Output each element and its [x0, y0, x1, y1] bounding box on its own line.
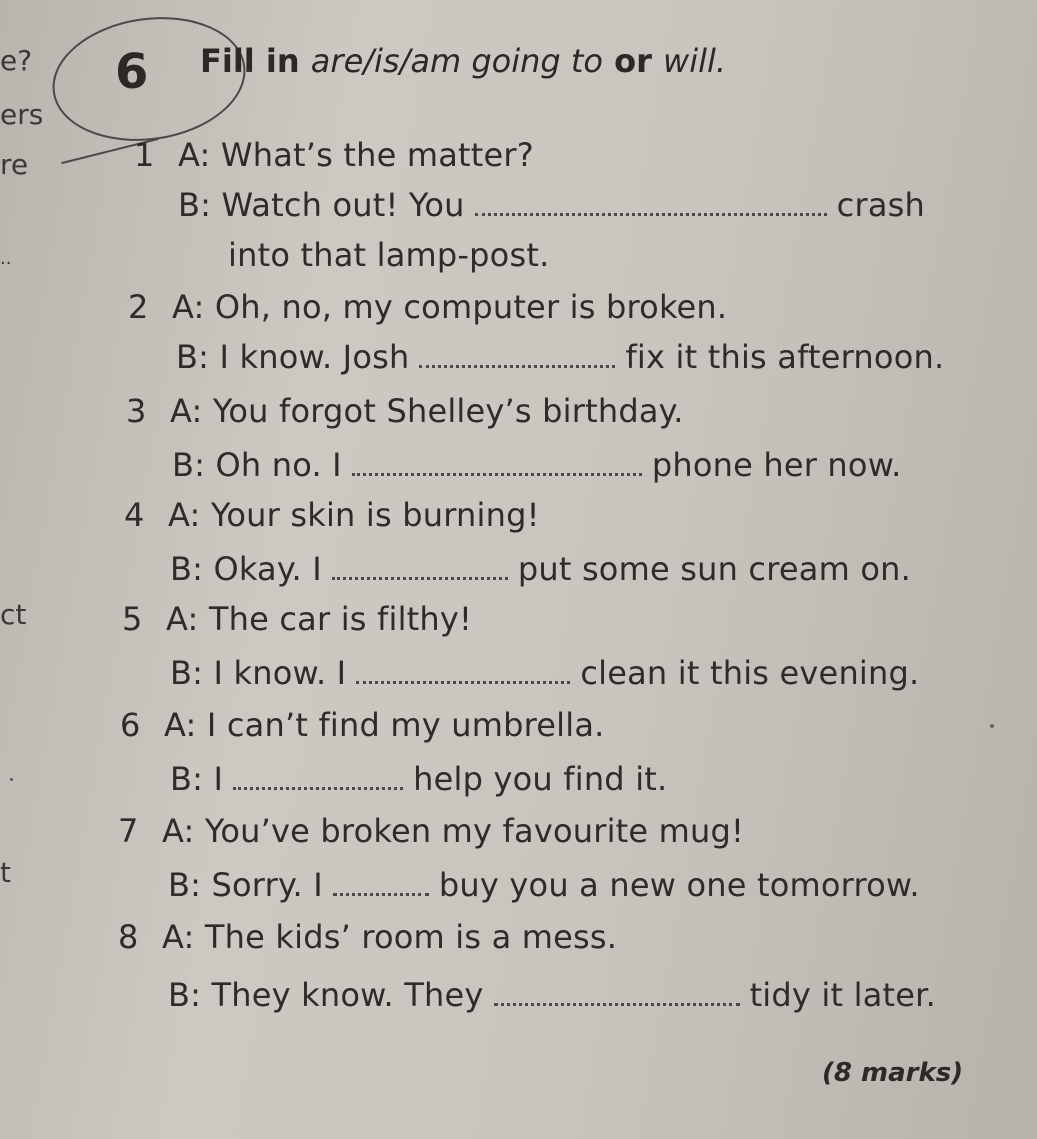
margin-fragment: e?: [0, 44, 33, 77]
margin-fragment: ct: [0, 598, 27, 631]
answer-blank[interactable]: [419, 345, 615, 368]
item-5-line-a: [122, 600, 472, 638]
speaker-a-text: A: I can’t find my umbrella.: [164, 706, 605, 744]
answer-blank[interactable]: [332, 557, 508, 580]
item-number: 8: [118, 918, 139, 956]
margin-fragment: t: [0, 856, 11, 889]
answer-blank[interactable]: [233, 767, 403, 790]
margin-fragment: re: [0, 148, 29, 181]
item-2-line-b: [176, 338, 944, 376]
item-number: 5: [122, 600, 143, 638]
speaker-b-start: B: I know. I: [170, 654, 347, 692]
item-2-line-a: [128, 288, 727, 326]
item-number: 4: [124, 496, 145, 534]
answer-blank[interactable]: [494, 983, 740, 1006]
instruction-or: or: [603, 42, 664, 80]
item-1-line-a: [134, 136, 534, 174]
speaker-b-end: tidy it later.: [749, 976, 936, 1014]
speaker-a-text: A: The kids’ room is a mess.: [162, 918, 618, 956]
speaker-a-text: A: Your skin is burning!: [168, 496, 540, 534]
speaker-a-text: A: What’s the matter?: [178, 136, 534, 174]
item-8-line-a: [118, 918, 617, 956]
item-3-line-b: [172, 446, 902, 484]
item-1-line-b: [178, 186, 925, 224]
item-4-line-a: [124, 496, 540, 534]
item-number: 6: [120, 706, 141, 744]
speaker-b-start: B: Watch out! You: [178, 186, 465, 224]
item-number: 3: [126, 392, 147, 430]
item-7-line-b: [168, 866, 920, 904]
exercise-instruction: [200, 42, 726, 80]
speaker-a-text: A: You forgot Shelley’s birthday.: [170, 392, 684, 430]
instruction-verb: Fill in: [200, 42, 311, 80]
answer-blank[interactable]: [356, 661, 570, 684]
speaker-b-start: B: They know. They: [168, 976, 484, 1014]
item-6-line-a: [120, 706, 605, 744]
item-number: 2: [128, 288, 149, 326]
item-1-line-b-continued: into that lamp-post.: [228, 236, 550, 274]
instruction-option-going-to: are/is/am going to: [310, 42, 603, 80]
answer-blank[interactable]: [352, 453, 642, 476]
item-number: 7: [118, 812, 139, 850]
speaker-a-text: A: The car is filthy!: [166, 600, 473, 638]
item-4-line-b: [170, 550, 911, 588]
answer-blank[interactable]: [475, 193, 827, 216]
speaker-b-end: buy you a new one tomorrow.: [438, 866, 920, 904]
speaker-b-start: B: Oh no. I: [172, 446, 342, 484]
speaker-a-text: A: You’ve broken my favourite mug!: [162, 812, 745, 850]
paper-speck: [990, 724, 994, 728]
speaker-b-start: B: I: [170, 760, 224, 798]
speaker-b-end: help you find it.: [413, 760, 668, 798]
speaker-b-end: put some sun cream on.: [517, 550, 911, 588]
item-7-line-a: [118, 812, 744, 850]
speaker-b-end: fix it this afternoon.: [625, 338, 945, 376]
speaker-b-start: B: Okay. I: [170, 550, 322, 588]
speaker-a-text: A: Oh, no, my computer is broken.: [172, 288, 728, 326]
item-number: 1: [134, 136, 155, 174]
left-page-margin: [0, 0, 70, 1139]
speaker-b-end: phone her now.: [651, 446, 902, 484]
instruction-option-will: will.: [663, 42, 727, 80]
marks-total: (8 marks): [822, 1058, 964, 1088]
speaker-b-end: clean it this evening.: [580, 654, 920, 692]
item-3-line-a: [126, 392, 684, 430]
item-8-line-b: [168, 976, 936, 1014]
speaker-b-start: B: I know. Josh: [176, 338, 410, 376]
margin-dot: [10, 778, 13, 781]
margin-fragment: ..: [0, 248, 12, 269]
item-6-line-b: [170, 760, 667, 798]
answer-blank[interactable]: [333, 873, 429, 896]
exercise-number: 6: [115, 44, 149, 100]
speaker-b-end: crash: [836, 186, 925, 224]
item-5-line-b: [170, 654, 919, 692]
speaker-b-start: B: Sorry. I: [168, 866, 323, 904]
margin-fragment: ers: [0, 98, 44, 131]
